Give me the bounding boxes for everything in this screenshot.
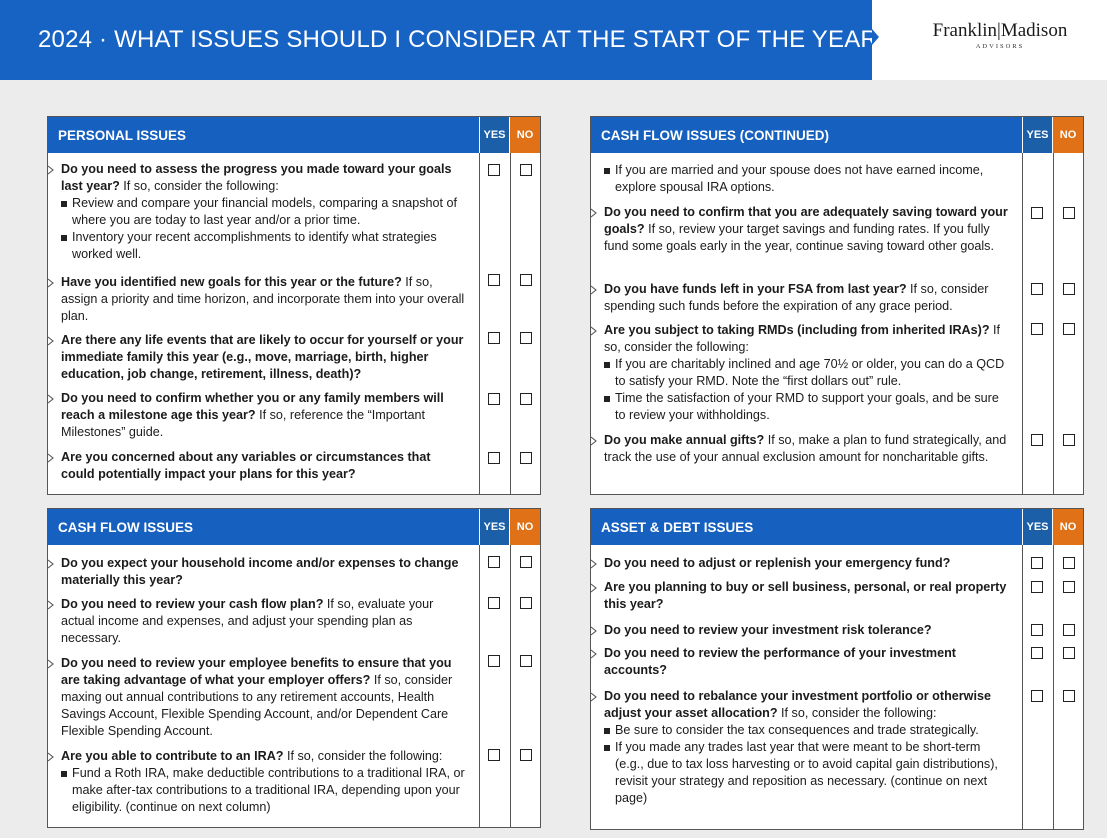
question-text: Do you have funds left in your FSA from last year?: [604, 282, 907, 296]
no-checkbox[interactable]: [1063, 690, 1075, 702]
yes-checkbox[interactable]: [488, 164, 500, 176]
section-body: [591, 545, 1083, 830]
question-text: Do you need to review your cash flow plan?: [61, 597, 324, 611]
item-text: [604, 622, 1009, 639]
yes-checkbox[interactable]: [488, 332, 500, 344]
yes-checkbox[interactable]: [1031, 624, 1043, 636]
no-checkbox[interactable]: [520, 274, 532, 286]
bullet-item: Time the satisfaction of your RMD to support your goals, and be sure to review your withholdings.: [604, 390, 1009, 424]
item-paragraph: [604, 432, 1009, 466]
question-text: Are you subject to taking RMDs (including from inherited IRAs)?: [604, 323, 990, 337]
item-paragraph: [61, 332, 466, 383]
guidance-text: If so, consider the following:: [777, 706, 937, 720]
chevron-right-icon: [590, 692, 597, 702]
item-paragraph: [604, 555, 1009, 572]
item-text: [604, 645, 1009, 679]
item-paragraph: [61, 748, 466, 765]
section-title: PERSONAL ISSUES: [48, 117, 479, 153]
guidance-text: If so, consider maxing out annual contributions to any retirement accounts, Health Savings Account, Flexible Spending Account, and/or Dependent Care Flexible Spending Account.: [61, 673, 453, 738]
yes-checkbox[interactable]: [488, 749, 500, 761]
section-header: [48, 509, 540, 545]
column-divider: [510, 545, 511, 828]
chevron-right-icon: [47, 600, 54, 610]
question-text: Do you need to review the performance of your investment accounts?: [604, 646, 956, 677]
company-logo: [920, 20, 1080, 50]
section-header: [48, 117, 540, 153]
item-paragraph: [604, 622, 1009, 639]
guidance-text: If so, reference the “Important Milestones” guide.: [61, 408, 425, 439]
yes-checkbox[interactable]: [1031, 434, 1043, 446]
item-paragraph: [604, 281, 1009, 315]
item-text: [61, 748, 466, 816]
no-checkbox[interactable]: [1063, 647, 1075, 659]
chevron-right-icon: [47, 394, 54, 404]
bullet-item: Fund a Roth IRA, make deductible contributions to a traditional IRA, or make after-tax contributions to a traditional IRA, depending upon your eligibility. (continue on next column): [61, 765, 466, 816]
column-divider: [479, 545, 480, 828]
chevron-right-icon: [590, 559, 597, 569]
chevron-right-icon: [47, 336, 54, 346]
item-text: [604, 688, 1009, 807]
item-text: [61, 555, 466, 589]
yes-checkbox[interactable]: [1031, 207, 1043, 219]
chevron-right-icon: [47, 453, 54, 463]
yes-checkbox[interactable]: [1031, 283, 1043, 295]
section-body: [48, 545, 540, 828]
no-checkbox[interactable]: [1063, 283, 1075, 295]
question-text: Do you make annual gifts?: [604, 433, 765, 447]
question-text: Do you need to adjust or replenish your emergency fund?: [604, 556, 951, 570]
item-text: [61, 655, 466, 740]
page-title: 2024 · WHAT ISSUES SHOULD I CONSIDER AT THE START OF THE YEAR?: [38, 26, 892, 53]
item-paragraph: [61, 449, 466, 483]
item-paragraph: [61, 655, 466, 740]
item-paragraph: [604, 688, 1009, 722]
chevron-right-icon: [590, 285, 597, 295]
chevron-right-icon: [590, 436, 597, 446]
chevron-right-icon: [47, 278, 54, 288]
column-divider: [1053, 153, 1054, 495]
guidance-text: If so, consider spending such funds before the expiration of any grace period.: [604, 282, 989, 313]
yes-checkbox[interactable]: [1031, 690, 1043, 702]
bullet-item: If you are charitably inclined and age 70½ or older, you can do a QCD to satisfy your RMD. Note the “first dollars out” rule.: [604, 356, 1009, 390]
item-text: [61, 274, 466, 325]
no-checkbox[interactable]: [520, 597, 532, 609]
yes-column-header: YES: [479, 117, 509, 153]
item-text: [604, 579, 1009, 613]
column-divider: [1022, 545, 1023, 830]
column-divider: [510, 153, 511, 495]
bullet-item: Inventory your recent accomplishments to identify what strategies worked well.: [61, 229, 466, 263]
no-checkbox[interactable]: [520, 655, 532, 667]
guidance-text: If so, assign a priority and time horizon, and incorporate them into your overall plan.: [61, 275, 465, 323]
item-text: [61, 449, 466, 483]
item-paragraph: [61, 390, 466, 441]
yes-column-header: YES: [1022, 509, 1052, 545]
chevron-right-icon: [47, 659, 54, 669]
chevron-right-icon: [590, 649, 597, 659]
question-text: Do you need to review your employee benefits to ensure that you are taking advantage of what your employer offers?: [61, 656, 452, 687]
bullet-item: If you are married and your spouse does not have earned income, explore spousal IRA options.: [604, 162, 1004, 196]
section-body: [591, 153, 1083, 495]
item-text: [61, 161, 466, 263]
question-text: Have you identified new goals for this year or the future?: [61, 275, 402, 289]
asset-debt-issues-section: [590, 508, 1084, 830]
no-column-header: NO: [509, 117, 540, 153]
no-checkbox[interactable]: [520, 749, 532, 761]
no-checkbox[interactable]: [1063, 434, 1075, 446]
item-paragraph: [61, 161, 466, 195]
bullet-item: Be sure to consider the tax consequences and trade strategically.: [604, 722, 1009, 739]
item-text: [604, 432, 1009, 466]
title-banner: [0, 0, 892, 80]
yes-column-header: YES: [479, 509, 509, 545]
item-paragraph: [604, 579, 1009, 613]
no-checkbox[interactable]: [520, 164, 532, 176]
question-text: Do you need to rebalance your investment portfolio or otherwise adjust your asset allocation?: [604, 689, 991, 720]
question-text: Are there any life events that are likely to occur for yourself or your immediate family this year (e.g., move, marriage, birth, higher education, job change, retirement, illness, death)?: [61, 333, 464, 381]
no-checkbox[interactable]: [1063, 581, 1075, 593]
item-text: [604, 281, 1009, 315]
section-title: CASH FLOW ISSUES: [48, 509, 479, 545]
yes-column-header: YES: [1022, 117, 1052, 153]
yes-checkbox[interactable]: [488, 556, 500, 568]
question-text: Do you need to assess the progress you made toward your goals last year?: [61, 162, 452, 193]
guidance-text: If so, review your target savings and funding rates. If you fully fund some goals early in the year, continue saving toward other goals.: [604, 222, 994, 253]
no-checkbox[interactable]: [1063, 207, 1075, 219]
no-checkbox[interactable]: [520, 332, 532, 344]
chevron-right-icon: [47, 559, 54, 569]
no-checkbox[interactable]: [520, 393, 532, 405]
no-checkbox[interactable]: [1063, 624, 1075, 636]
question-text: Do you need to confirm that you are adequately saving toward your goals?: [604, 205, 1008, 236]
item-text: [61, 596, 466, 647]
section-title: CASH FLOW ISSUES (CONTINUED): [591, 117, 1022, 153]
item-text: [604, 162, 1004, 196]
item-paragraph: [604, 204, 1009, 255]
chevron-right-icon: [590, 583, 597, 593]
item-text: [604, 555, 1009, 572]
question-text: Are you concerned about any variables or circumstances that could potentially impact your plans for this year?: [61, 450, 431, 481]
yes-checkbox[interactable]: [1031, 323, 1043, 335]
guidance-text: If so, consider the following:: [604, 323, 1001, 354]
item-text: [604, 322, 1009, 424]
yes-checkbox[interactable]: [488, 655, 500, 667]
cash-flow-issues-continued-section: [590, 116, 1084, 495]
guidance-text: If so, consider the following:: [283, 749, 443, 763]
item-paragraph: [61, 274, 466, 325]
question-text: Are you planning to buy or sell business, personal, or real property this year?: [604, 580, 1007, 611]
guidance-text: If so, make a plan to fund strategically, and track the use of your annual exclusion amount for noncharitable gifts.: [604, 433, 1007, 464]
yes-checkbox[interactable]: [488, 274, 500, 286]
chevron-right-icon: [47, 752, 54, 762]
logo-name: Franklin|Madison: [932, 20, 1068, 41]
item-paragraph: [604, 645, 1009, 679]
cash-flow-issues-section: [47, 508, 541, 828]
personal-issues-section: [47, 116, 541, 495]
no-column-header: NO: [1052, 117, 1083, 153]
no-checkbox[interactable]: [520, 452, 532, 464]
yes-checkbox[interactable]: [1031, 647, 1043, 659]
bullet-item: If you made any trades last year that were meant to be short-term (e.g., due to tax loss harvesting or to avoid capital gain distributions), revisit your strategy and reposition as necessary. (continue on next page): [604, 739, 1009, 807]
item-paragraph: [61, 596, 466, 647]
column-divider: [479, 153, 480, 495]
chevron-right-icon: [590, 208, 597, 218]
section-body: [48, 153, 540, 495]
no-checkbox[interactable]: [520, 556, 532, 568]
item-text: [61, 390, 466, 441]
question-text: Are you able to contribute to an IRA?: [61, 749, 284, 763]
item-text: [604, 204, 1009, 255]
item-paragraph: [61, 555, 466, 589]
section-title: ASSET & DEBT ISSUES: [591, 509, 1022, 545]
question-text: Do you expect your household income and/or expenses to change materially this year?: [61, 556, 459, 587]
section-header: [591, 509, 1083, 545]
yes-checkbox[interactable]: [488, 452, 500, 464]
bullet-item: Review and compare your financial models, comparing a snapshot of where you are today to last year and/or a prior time.: [61, 195, 466, 229]
no-checkbox[interactable]: [1063, 557, 1075, 569]
yes-checkbox[interactable]: [1031, 557, 1043, 569]
question-text: Do you need to confirm whether you or any family members will reach a milestone age this year?: [61, 391, 444, 422]
item-text: [61, 332, 466, 383]
column-divider: [1022, 153, 1023, 495]
column-divider: [1053, 545, 1054, 830]
guidance-text: If so, evaluate your actual income and expenses, and adjust your spending plan as necessary.: [61, 597, 434, 645]
yes-checkbox[interactable]: [488, 597, 500, 609]
section-header: [591, 117, 1083, 153]
chevron-right-icon: [47, 165, 54, 175]
yes-checkbox[interactable]: [488, 393, 500, 405]
page-header: [0, 0, 1107, 80]
logo-subtitle: ADVISORS: [975, 43, 1025, 50]
chevron-right-icon: [590, 326, 597, 336]
yes-checkbox[interactable]: [1031, 581, 1043, 593]
item-paragraph: [604, 322, 1009, 356]
no-column-header: NO: [509, 509, 540, 545]
no-column-header: NO: [1052, 509, 1083, 545]
question-text: Do you need to review your investment risk tolerance?: [604, 623, 932, 637]
guidance-text: If so, consider the following:: [119, 179, 279, 193]
chevron-right-icon: [590, 626, 597, 636]
banner-arrow-icon: [872, 29, 879, 45]
no-checkbox[interactable]: [1063, 323, 1075, 335]
